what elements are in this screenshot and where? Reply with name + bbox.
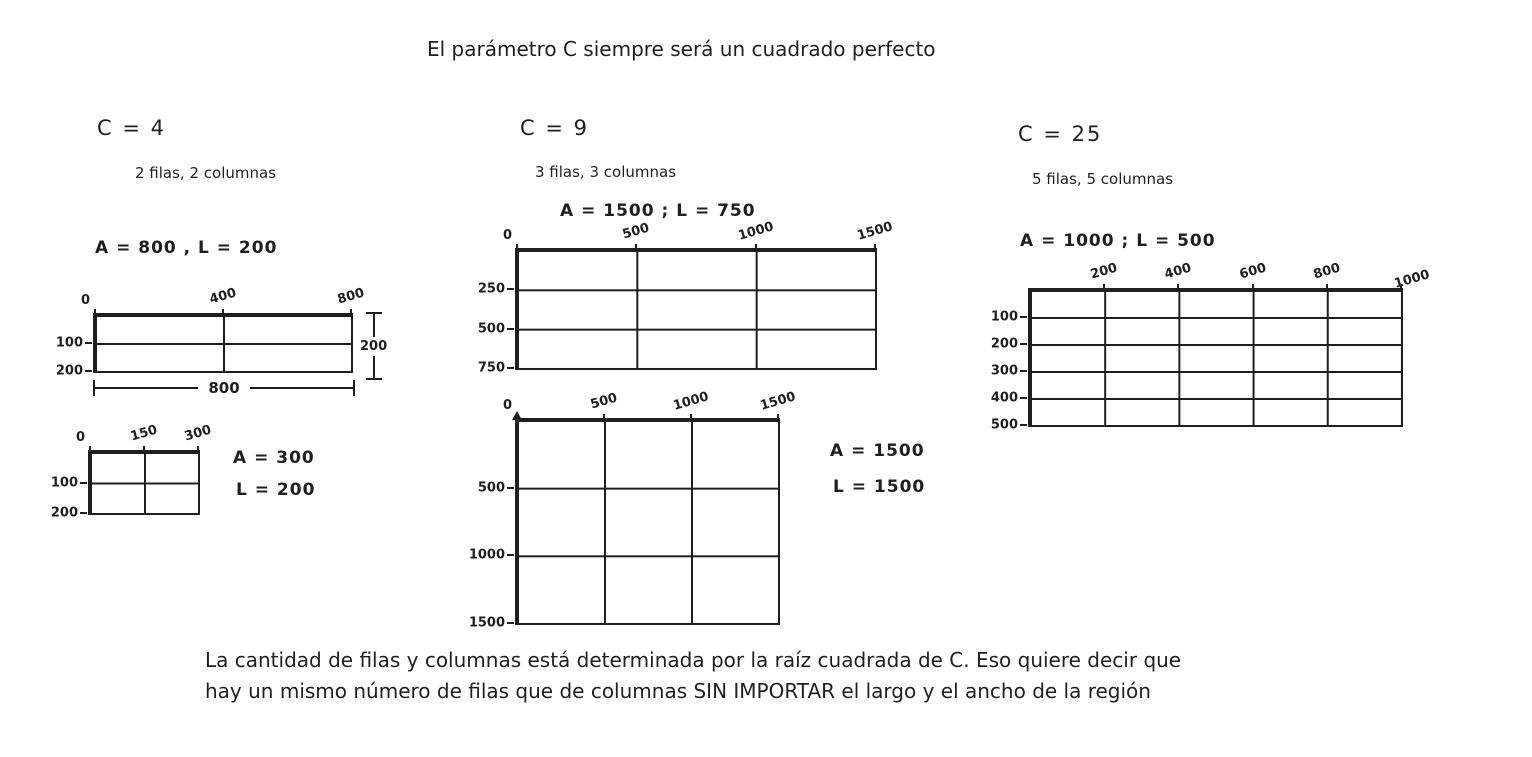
y-tick-label: 100 (990, 309, 1018, 325)
x-tick-mark (1252, 284, 1254, 292)
dimension-cap (353, 380, 355, 396)
y-tick-label: 100 (55, 335, 83, 351)
x-tick-label: 400 (1163, 260, 1194, 283)
dimension-cap (366, 378, 382, 380)
x-tick-mark (350, 309, 352, 317)
y-tick-label: 400 (990, 390, 1018, 406)
section-subheading-c9: 3 filas, 3 columnas (535, 163, 677, 181)
x-tick-mark (1103, 284, 1105, 292)
origin-arrow-icon (512, 411, 522, 420)
y-tick-mark (1020, 370, 1027, 372)
grid-c4-main-params: A = 800 , L = 200 (95, 238, 278, 258)
y-tick-mark (507, 554, 514, 556)
x-tick-mark (1177, 284, 1179, 292)
grid-c25-params: A = 1000 ; L = 500 (1020, 231, 1216, 251)
x-tick-mark (1326, 284, 1328, 292)
x-tick-label: 1500 (758, 389, 798, 414)
section-heading-c25: C = 25 (1018, 122, 1103, 146)
x-tick-mark (222, 309, 224, 317)
y-tick-label: 200 (55, 363, 83, 379)
dimension-line (250, 387, 353, 389)
y-tick-mark (1020, 424, 1027, 426)
width-dimension (93, 379, 355, 397)
y-tick-mark (85, 342, 92, 344)
x-tick-label: 150 (128, 422, 160, 445)
y-tick-label: 200 (50, 505, 78, 521)
y-tick-mark (507, 288, 514, 290)
y-tick-label: 100 (50, 475, 78, 490)
y-tick-label: 200 (990, 336, 1018, 352)
y-tick-label: 500 (477, 480, 505, 496)
grid-c4-small-param-l: L = 200 (236, 480, 316, 500)
section-heading-c9: C = 9 (520, 116, 589, 140)
section-subheading-c4: 2 filas, 2 columnas (135, 164, 277, 182)
x-tick-label: 1500 (855, 219, 895, 244)
y-tick-mark (507, 622, 514, 624)
y-tick-label: 1000 (468, 547, 505, 563)
y-tick-label: 1500 (468, 615, 505, 631)
dimension-line (373, 356, 375, 379)
y-tick-label: 500 (990, 417, 1018, 433)
grid-c4-main (55, 285, 367, 379)
grid-c9-square-param-l: L = 1500 (833, 477, 926, 497)
x-tick-label: 0 (75, 430, 85, 445)
y-tick-mark (507, 487, 514, 489)
x-tick-mark (197, 446, 199, 454)
x-tick-label: 0 (502, 398, 512, 413)
y-tick-mark (507, 328, 514, 330)
section-subheading-c25: 5 filas, 5 columnas (1032, 170, 1174, 188)
width-dimension-label: 800 (208, 379, 240, 397)
diagram-title: El parámetro C siempre será un cuadrado perfecto (427, 37, 936, 61)
height-dimension (360, 312, 387, 380)
x-tick-label: 1000 (1392, 267, 1432, 292)
y-tick-mark (1020, 316, 1027, 318)
x-tick-mark (94, 309, 96, 317)
x-tick-mark (89, 446, 91, 454)
x-tick-label: 300 (182, 422, 214, 445)
x-tick-mark (690, 414, 692, 422)
footer-line-2: hay un mismo número de filas que de columnas SIN IMPORTAR el largo y el ancho de la región (205, 679, 1151, 703)
x-tick-label: 500 (588, 390, 620, 413)
x-tick-label: 600 (1237, 260, 1268, 283)
y-tick-mark (80, 512, 87, 514)
y-tick-label: 250 (477, 281, 505, 297)
grid-c9-wide (477, 219, 895, 376)
y-tick-mark (507, 367, 514, 369)
height-dimension-label: 200 (360, 338, 388, 354)
footer-note (205, 645, 1285, 707)
x-tick-label: 200 (1089, 260, 1120, 283)
x-tick-label: 400 (207, 285, 239, 308)
x-tick-mark (603, 414, 605, 422)
y-tick-mark (1020, 343, 1027, 345)
x-tick-mark (755, 244, 757, 252)
grid-c9-square-param-a: A = 1500 (830, 441, 925, 461)
grid-c25 (990, 260, 1432, 433)
x-tick-mark (777, 414, 779, 422)
x-tick-label: 800 (335, 285, 367, 308)
y-tick-mark (1020, 397, 1027, 399)
x-tick-mark (874, 244, 876, 252)
x-tick-mark (516, 244, 518, 252)
y-tick-label: 500 (477, 321, 505, 337)
dimension-line (95, 387, 198, 389)
x-tick-mark (635, 244, 637, 252)
section-heading-c4: C = 4 (97, 116, 166, 140)
x-tick-mark (143, 446, 145, 454)
x-tick-label: 0 (502, 228, 512, 243)
grid-c9-wide-params: A = 1500 ; L = 750 (560, 201, 756, 221)
y-tick-label: 750 (477, 360, 505, 376)
y-tick-label: 300 (990, 363, 1018, 379)
x-tick-label: 0 (80, 293, 90, 308)
grid-c9-square (468, 389, 798, 631)
y-tick-mark (85, 370, 92, 372)
x-tick-label: 1000 (736, 219, 776, 244)
grid-c4-small (50, 422, 214, 521)
x-tick-label: 800 (1311, 260, 1342, 283)
x-tick-label: 500 (621, 220, 652, 243)
grid-c4-small-param-a: A = 300 (233, 448, 315, 468)
dimension-line (373, 314, 375, 337)
y-tick-mark (80, 482, 87, 484)
footer-line-1: La cantidad de filas y columnas está determinada por la raíz cuadrada de C. Eso quiere decir que (205, 648, 1182, 672)
x-tick-label: 1000 (671, 389, 711, 414)
